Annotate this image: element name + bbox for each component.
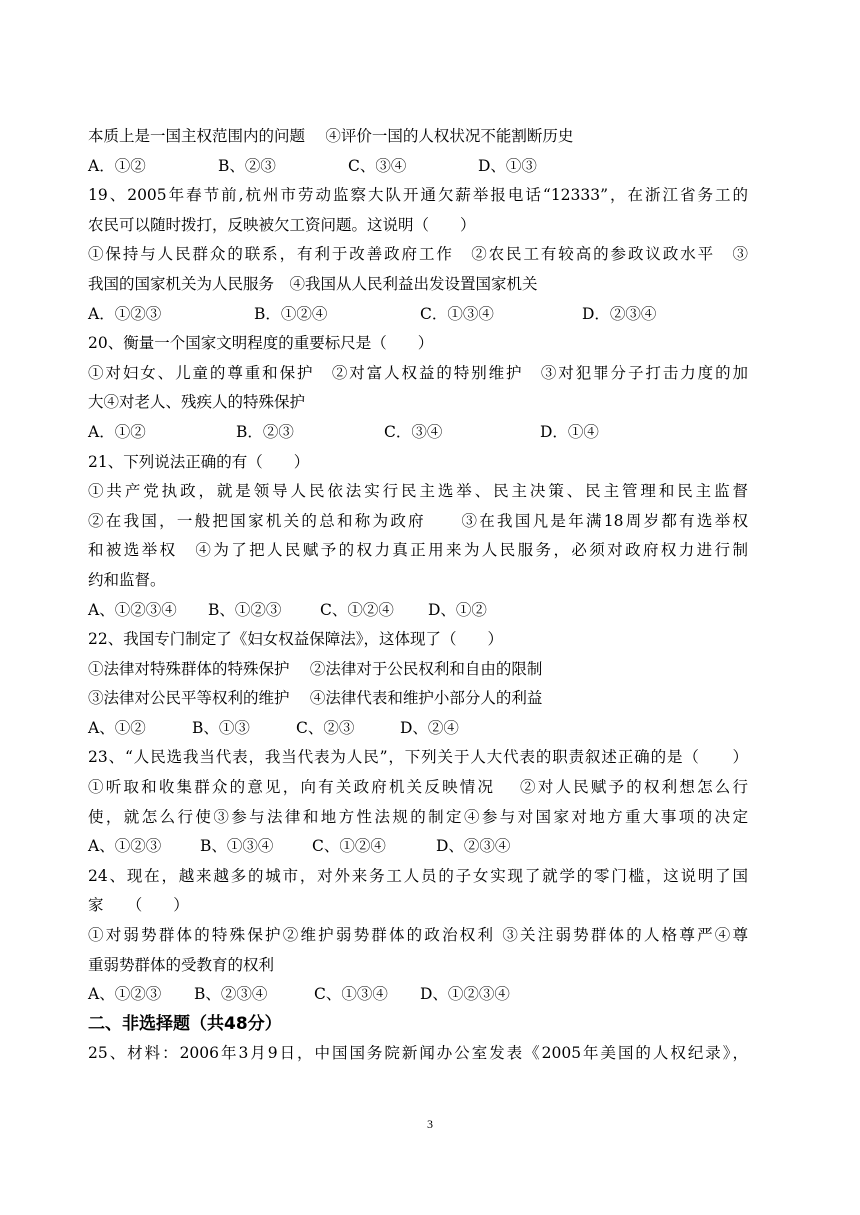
option-d: D、①②③④ bbox=[420, 985, 510, 1004]
answer-options bbox=[88, 596, 748, 626]
question-19-line: 农民可以随时拨打，反映被欠工资问题。这说明（ ） bbox=[88, 215, 476, 234]
option-b: B．②③ bbox=[236, 422, 294, 441]
option-b: B、①③④ bbox=[200, 837, 274, 856]
option-c: C、②③ bbox=[296, 718, 355, 737]
page-content bbox=[88, 122, 748, 1069]
option-a: A、①②③④ bbox=[88, 600, 177, 619]
option-d: D、①③ bbox=[478, 156, 537, 175]
option-a: A、①② bbox=[88, 718, 146, 737]
option-d: D、①② bbox=[428, 600, 487, 619]
question-20-line: 大④对老人、残疾人的特殊保护 bbox=[88, 393, 306, 412]
option-b: B．①②④ bbox=[254, 304, 328, 323]
question-19-line: 19、2005年春节前,杭州市劳动监察大队开通欠薪举报电话“12333”，在浙江省务工的 bbox=[88, 186, 748, 205]
option-a: A、①②③ bbox=[88, 985, 162, 1004]
option-b: B、①③ bbox=[192, 718, 250, 737]
option-a: A．①②③ bbox=[88, 304, 162, 323]
option-a: A．①② bbox=[88, 422, 146, 441]
question-22-line: ①法律对特殊群体的特殊保护 ②法律对于公民权利和自由的限制 bbox=[88, 659, 543, 678]
answer-options bbox=[88, 980, 748, 1010]
option-c: C．①③④ bbox=[420, 304, 494, 323]
question-23-line: ①听取和收集群众的意见，向有关政府机关反映情况 ②对人民赋予的权利想怎么行 bbox=[88, 778, 748, 797]
answer-options bbox=[88, 418, 748, 448]
question-21-line: 21、下列说法正确的有（ ） bbox=[88, 452, 310, 471]
question-20-line: 20、衡量一个国家文明程度的重要标尺是（ ） bbox=[88, 334, 434, 353]
option-d: D、②④ bbox=[400, 718, 459, 737]
question-24-line: 24、现在，越来越多的城市，对外来务工人员的子女实现了就学的零门槛，这说明了国 bbox=[88, 866, 748, 885]
option-a: A．①② bbox=[88, 156, 146, 175]
question-21-line: 约和监督。 bbox=[88, 570, 166, 589]
option-b: B、①②③ bbox=[208, 600, 282, 619]
question-21-line: 和被选举权 ④为了把人民赋予的权力真正用来为人民服务，必须对政府权力进行制 bbox=[88, 541, 748, 560]
option-d: D．①④ bbox=[540, 422, 599, 441]
question-23-line: 使，就怎么行使③参与法律和地方性法规的制定④参与对国家对地方重大事项的决定 bbox=[88, 807, 748, 826]
option-c: C、①②④ bbox=[312, 837, 386, 856]
option-c: C、①②④ bbox=[320, 600, 394, 619]
option-d: D．②③④ bbox=[582, 304, 657, 323]
answer-options bbox=[88, 714, 748, 744]
option-b: B、②③④ bbox=[194, 985, 268, 1004]
question-21-line: ①共产党执政，就是领导人民依法实行民主选举、民主决策、民主管理和民主监督 bbox=[88, 482, 748, 501]
question-24-line: 重弱势群体的受教育的权利 bbox=[88, 955, 275, 974]
question-19-line: ①保持与人民群众的联系，有利于改善政府工作 ②农民工有较高的参政议政水平 ③ bbox=[88, 245, 748, 264]
text-line: 本质上是一国主权范围内的问题 ④评价一国的人权状况不能割断历史 bbox=[88, 127, 574, 145]
question-25-line: 25、材料：2006年3月9日，中国国务院新闻办公室发表《2005年美国的人权纪录》， bbox=[88, 1044, 748, 1063]
option-c: C、①③④ bbox=[314, 985, 388, 1004]
option-b: B、②③ bbox=[218, 156, 276, 175]
question-24-line: ①对弱势群体的特殊保护②维护弱势群体的政治权利 ③关注弱势群体的人格尊严④尊 bbox=[88, 926, 748, 945]
page-number: 3 bbox=[427, 1117, 433, 1131]
answer-options bbox=[88, 832, 748, 862]
section-heading: 二、非选择题（共48分） bbox=[88, 1013, 282, 1034]
option-a: A、①②③ bbox=[88, 837, 162, 856]
question-22-line: ③法律对公民平等权利的维护 ④法律代表和维护小部分人的利益 bbox=[88, 689, 543, 708]
option-d: D、②③④ bbox=[436, 837, 511, 856]
option-c: C．③④ bbox=[384, 422, 443, 441]
answer-options bbox=[88, 300, 748, 330]
option-c: C、③④ bbox=[348, 156, 407, 175]
question-19-line: 我国的国家机关为人民服务 ④我国从人民利益出发设置国家机关 bbox=[88, 274, 538, 293]
question-22-line: 22、我国专门制定了《妇女权益保障法》，这体现了（ ） bbox=[88, 630, 503, 649]
question-24-line: 家 （ ） bbox=[88, 896, 189, 915]
question-21-line: ②在我国，一般把国家机关的总和称为政府 ③在我国凡是年满18周岁都有选举权 bbox=[88, 511, 748, 530]
answer-options bbox=[88, 152, 748, 182]
question-20-line: ①对妇女、儿童的尊重和保护 ②对富人权益的特别维护 ③对犯罪分子打击力度的加 bbox=[88, 363, 748, 382]
question-23-line: 23、“人民选我当代表，我当代表为人民”，下列关于人大代表的职责叙述正确的是（ ） bbox=[88, 748, 748, 767]
